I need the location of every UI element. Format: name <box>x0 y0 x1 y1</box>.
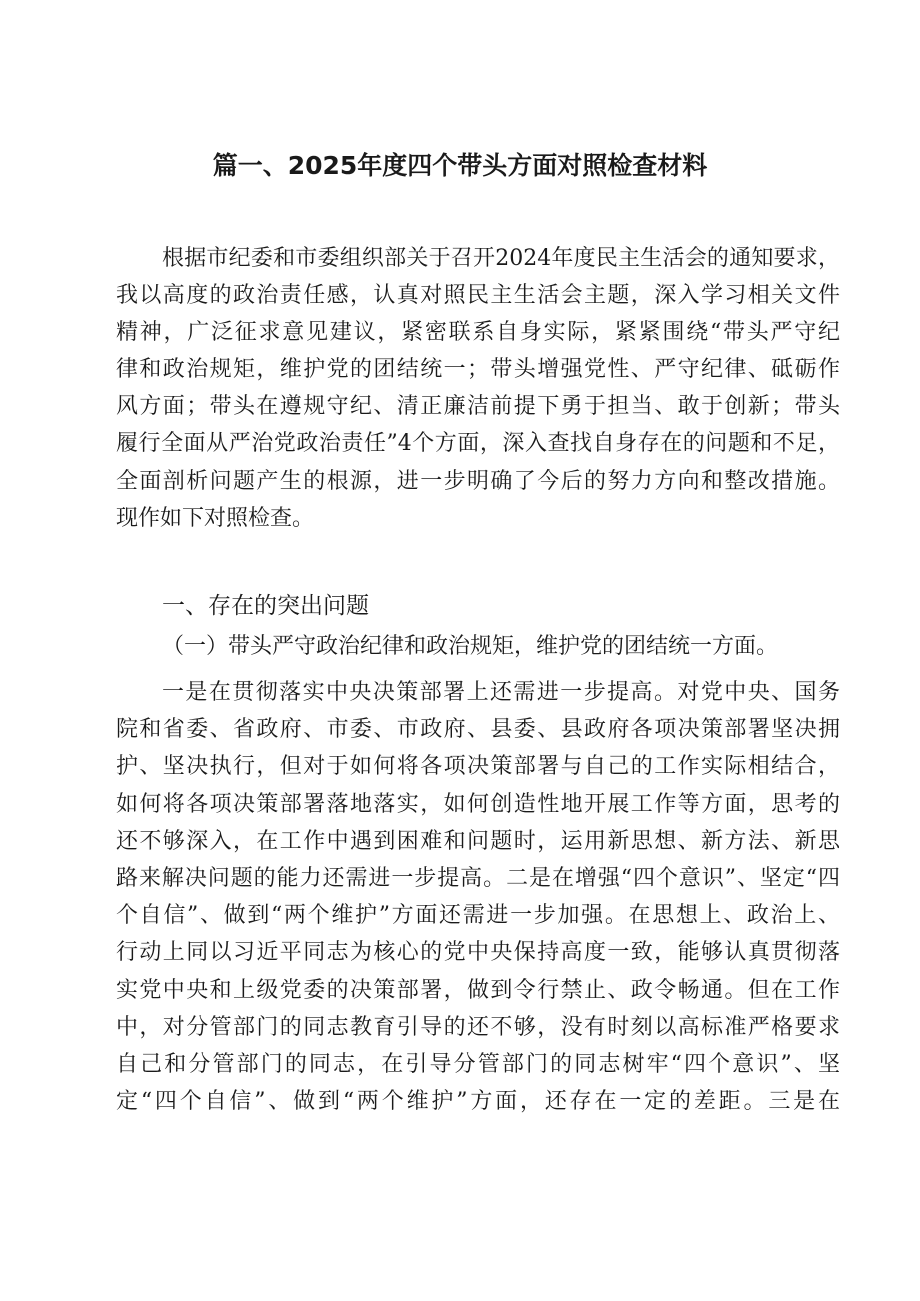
intro-paragraph <box>116 240 840 537</box>
section-heading: 一、存在的突出问题 <box>162 593 369 619</box>
document-title: 篇一、2025年度四个带头方面对照检查材料 <box>212 151 708 180</box>
text-line: 护、坚决执行，但对于如何将各项决策部署与自己的工作实际相结合， <box>116 754 840 780</box>
text-line: 现作如下对照检查。 <box>116 505 315 531</box>
text-line: 我以高度的政治责任感，认真对照民主生活会主题，深入学习相关文件 <box>116 283 840 309</box>
text-line: 风方面；带头在遵规守纪、清正廉洁前提下勇于担当、敢于创新；带头 <box>116 394 840 420</box>
text-line: 行动上同以习近平同志为核心的党中央保持高度一致，能够认真贯彻落 <box>116 940 840 966</box>
text-line: 全面剖析问题产生的根源，进一步明确了今后的努力方向和整改措施。 <box>116 468 840 494</box>
text-line: 一是在贯彻落实中央决策部署上还需进一步提高。对党中央、国务 <box>162 680 840 705</box>
text-line: 路来解决问题的能力还需进一步提高。二是在增强“四个意识”、坚定“四 <box>116 865 840 891</box>
text-line: 自己和分管部门的同志，在引导分管部门的同志树牢“四个意识”、坚 <box>116 1051 840 1077</box>
text-line: 履行全面从严治党政治责任”4个方面，深入查找自身存在的问题和不足， <box>116 431 840 457</box>
text-line: 根据市纪委和市委组织部关于召开2024年度民主生活会的通知要求， <box>162 246 840 271</box>
text-line: 实党中央和上级党委的决策部署，做到令行禁止、政令畅通。但在工作 <box>116 977 840 1003</box>
subsection-heading: （一）带头严守政治纪律和政治规矩，维护党的团结统一方面。 <box>162 634 779 659</box>
text-line: 院和省委、省政府、市委、市政府、县委、县政府各项决策部署坚决拥 <box>116 717 840 743</box>
body-paragraph <box>116 674 840 1120</box>
text-line: 精神，广泛征求意见建议，紧密联系自身实际，紧紧围绕“带头严守纪 <box>116 320 840 346</box>
text-line: 如何将各项决策部署落地落实，如何创造性地开展工作等方面，思考的 <box>116 791 840 817</box>
text-line: 定“四个自信”、做到“两个维护”方面，还存在一定的差距。三是在 <box>116 1089 840 1115</box>
text-line: 个自信”、做到“两个维护”方面还需进一步加强。在思想上、政治上、 <box>116 903 840 929</box>
text-line: 中，对分管部门的同志教育引导的还不够，没有时刻以高标准严格要求 <box>116 1014 840 1040</box>
text-line: 还不够深入，在工作中遇到困难和问题时，运用新思想、新方法、新思 <box>116 828 840 854</box>
text-line: 律和政治规矩，维护党的团结统一；带头增强党性、严守纪律、砥砺作 <box>116 357 840 383</box>
